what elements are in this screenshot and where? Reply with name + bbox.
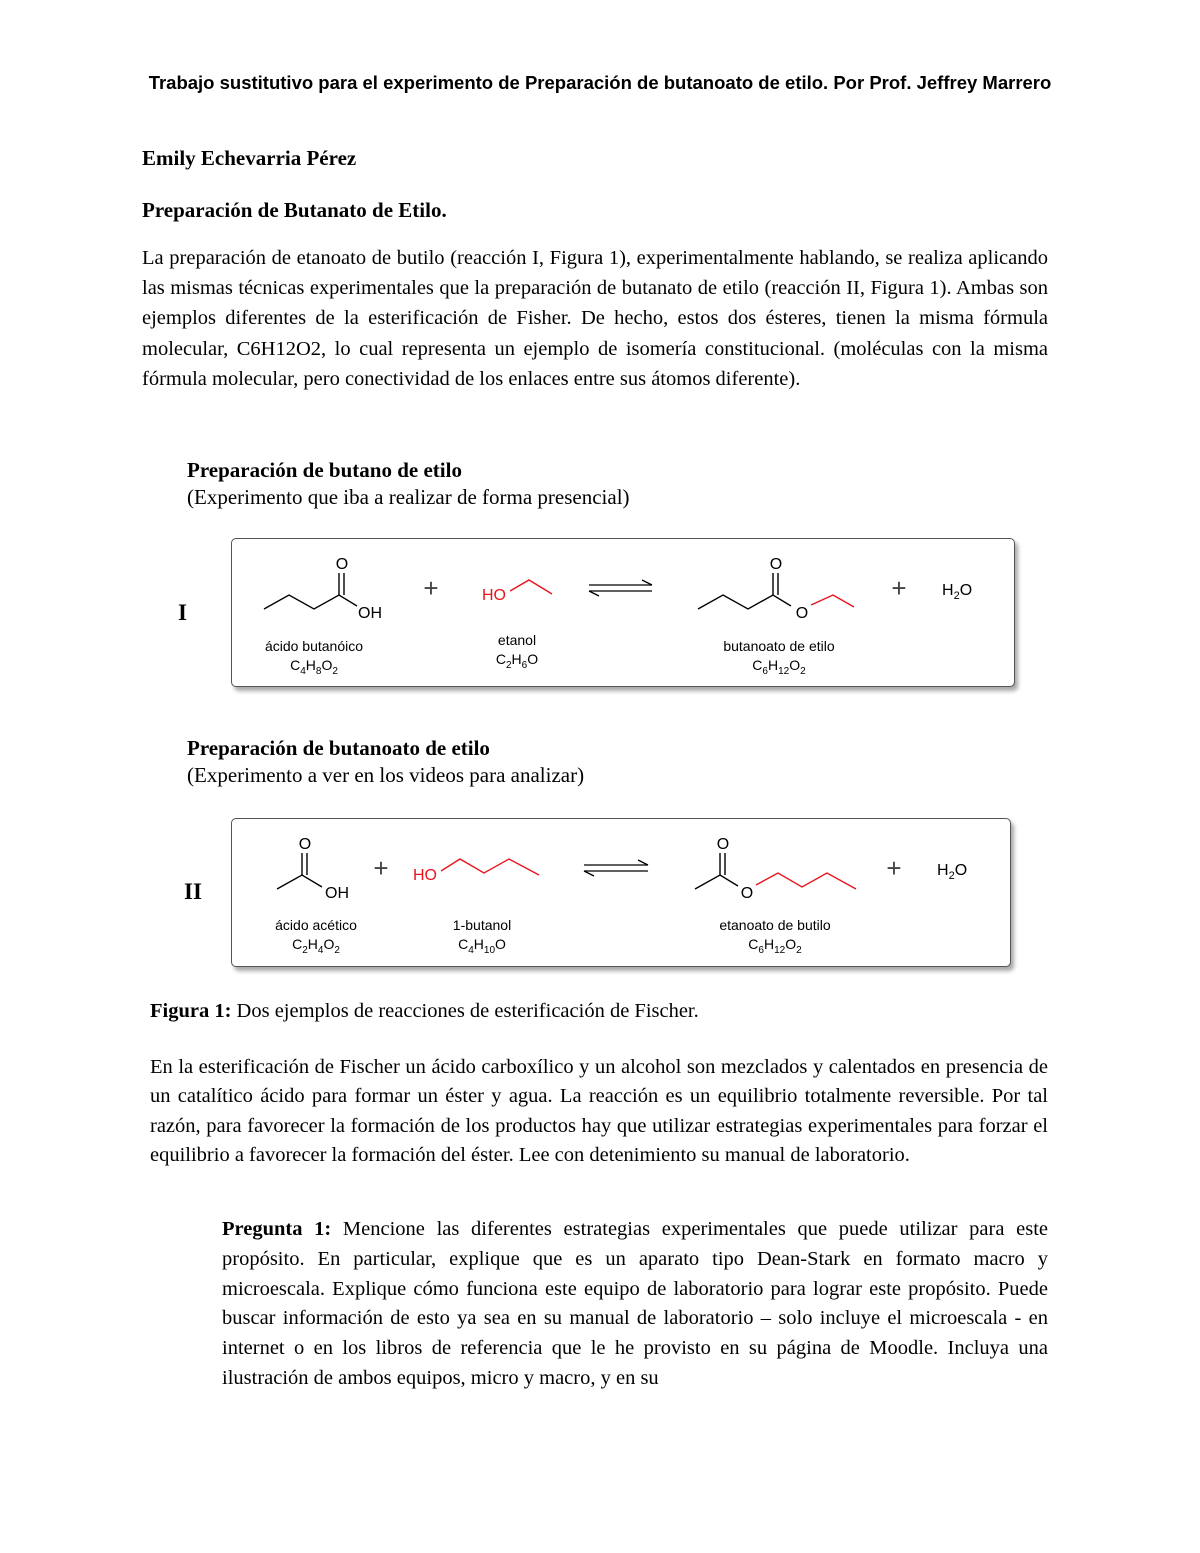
water-formula-II: $H_2O$ xyxy=(937,862,968,882)
reaction-label-I: I xyxy=(178,600,187,625)
ethyl-butanoate-red-chain xyxy=(811,595,854,607)
butyl-acetate-red-chain xyxy=(756,873,856,889)
fischer-paragraph: En la esterificación de Fischer un ácido carboxílico y un alcohol son mezclados y calentados en presencia de un catalítico ácido para formar un éster y agua. La reacción es un equilibrio totalmente reversible. Por tal razón, para favorecer la formación de los productos hay que utilizar estrategias experimentales para forzar el equilibrio a favorecer la formación del éster. Lee con detenimiento su manual de laboratorio. xyxy=(150,1056,1048,1167)
acetic-acid-name: ácido acético xyxy=(275,917,357,933)
figure-caption-label: Figura 1: xyxy=(150,1000,232,1022)
section1-heading-block xyxy=(187,458,630,510)
butanol-formula: $C_4H_{10}O$ xyxy=(458,936,506,956)
butyl-acetate-name: etanoato de butilo xyxy=(719,917,831,933)
reaction-scheme-I xyxy=(232,539,1014,686)
acetic-acid-formula: $C_2H_4O_2$ xyxy=(292,936,340,956)
author-name: Emily Echevarria Pérez xyxy=(142,146,357,170)
question-1-label: Pregunta 1: xyxy=(222,1218,332,1240)
section1-heading: Preparación de butano de etilo xyxy=(187,458,462,482)
page-header: Trabajo sustitutivo para el experimento de Preparación de butanoato de etilo. Por Prof. Jeffrey Marrero xyxy=(148,72,1052,93)
plus-sign-4: + xyxy=(886,853,902,883)
plus-sign-1: + xyxy=(423,573,439,603)
butanoic-acid-o-label: O xyxy=(335,556,349,573)
butanol-name: 1-butanol xyxy=(452,917,512,933)
equilibrium-arrow-I xyxy=(589,580,652,596)
acetic-acid-oh-label: OH xyxy=(325,885,349,902)
plus-sign-2: + xyxy=(891,573,907,603)
question-1-text: Mencione las diferentes estrategias experimentales que puede utilizar para este propósito. En particular, explique que es un aparato tipo Dean-Stark en formato macro y microescala. Explique cómo funciona este equipo de laboratorio para lograr este propósito. Puede buscar información de esto ya sea en su manual de laboratorio – solo incluye el microescala - en internet o en los libros de referencia que le he provisto en su página de Moodle. Incluya una ilustración de ambos equipos, micro y macro, y en su xyxy=(222,1218,1049,1389)
butanoic-acid-structure xyxy=(264,573,357,609)
water-formula-I: $H_2O$ xyxy=(942,582,973,602)
reaction-box-I xyxy=(231,538,1015,687)
ethanol-structure xyxy=(510,580,552,594)
acetic-acid-o-label: O xyxy=(298,836,312,853)
ethanol-ho-label: HO xyxy=(482,587,506,604)
section2-heading-block xyxy=(187,736,584,788)
reaction-label-II: II xyxy=(184,879,202,904)
butyl-acetate-formula: $C_6H_{12}O_2$ xyxy=(748,936,802,956)
ethyl-butanoate-carbonyl-o: O xyxy=(769,556,783,573)
butyl-acetate-ester-o: O xyxy=(740,885,754,902)
figure-caption-text: Dos ejemplos de reacciones de esterificación de Fischer. xyxy=(231,1000,699,1022)
ethanol-name: etanol xyxy=(497,632,537,648)
section2-heading: Preparación de butanoato de etilo xyxy=(187,736,490,760)
ethyl-butanoate-ester-o: O xyxy=(795,605,809,622)
butanol-structure xyxy=(441,859,539,875)
plus-sign-3: + xyxy=(373,853,389,883)
butyl-acetate-structure xyxy=(695,853,738,889)
reaction-box-II xyxy=(231,818,1011,967)
butyl-acetate-carbonyl-o: O xyxy=(716,836,730,853)
figure-caption xyxy=(150,1000,699,1023)
equilibrium-arrow-II xyxy=(584,860,648,876)
butanol-ho-label: HO xyxy=(413,867,437,884)
document-title: Preparación de Butanato de Etilo. xyxy=(142,198,447,222)
ethanol-formula: $C_2H_6O$ xyxy=(495,651,539,671)
butanoic-acid-name: ácido butanóico xyxy=(264,638,364,654)
ethyl-butanoate-name: butanoato de etilo xyxy=(723,638,835,654)
question-1 xyxy=(222,1215,1048,1394)
ethyl-butanoate-formula: $C_6H_{12}O_2$ xyxy=(752,657,806,677)
reaction-scheme-II xyxy=(232,819,1010,966)
section2-subtitle: (Experimento a ver en los videos para analizar) xyxy=(187,763,585,787)
butanoic-acid-oh-label: OH xyxy=(358,605,382,622)
section1-subtitle: (Experimento que iba a realizar de forma presencial) xyxy=(187,485,630,509)
ethyl-butanoate-structure xyxy=(698,573,791,609)
intro-paragraph: La preparación de etanoato de butilo (reacción I, Figura 1), experimentalmente hablando, se realiza aplicando las mismas técnicas experimentales que la preparación de butanato de etilo (reacción II, Figura 1). Ambas son ejemplos diferentes de la esterificación de Fisher. De hecho, estos dos ésteres, tienen la misma fórmula molecular, C6H12O2, lo cual representa un ejemplo de isomería constitucional. (moléculas con la misma fórmula molecular, pero conectividad de los enlaces entre sus átomos diferente). xyxy=(142,247,1048,390)
acetic-acid-structure xyxy=(277,853,322,889)
butanoic-acid-formula: $C_4H_8O_2$ xyxy=(290,657,338,677)
